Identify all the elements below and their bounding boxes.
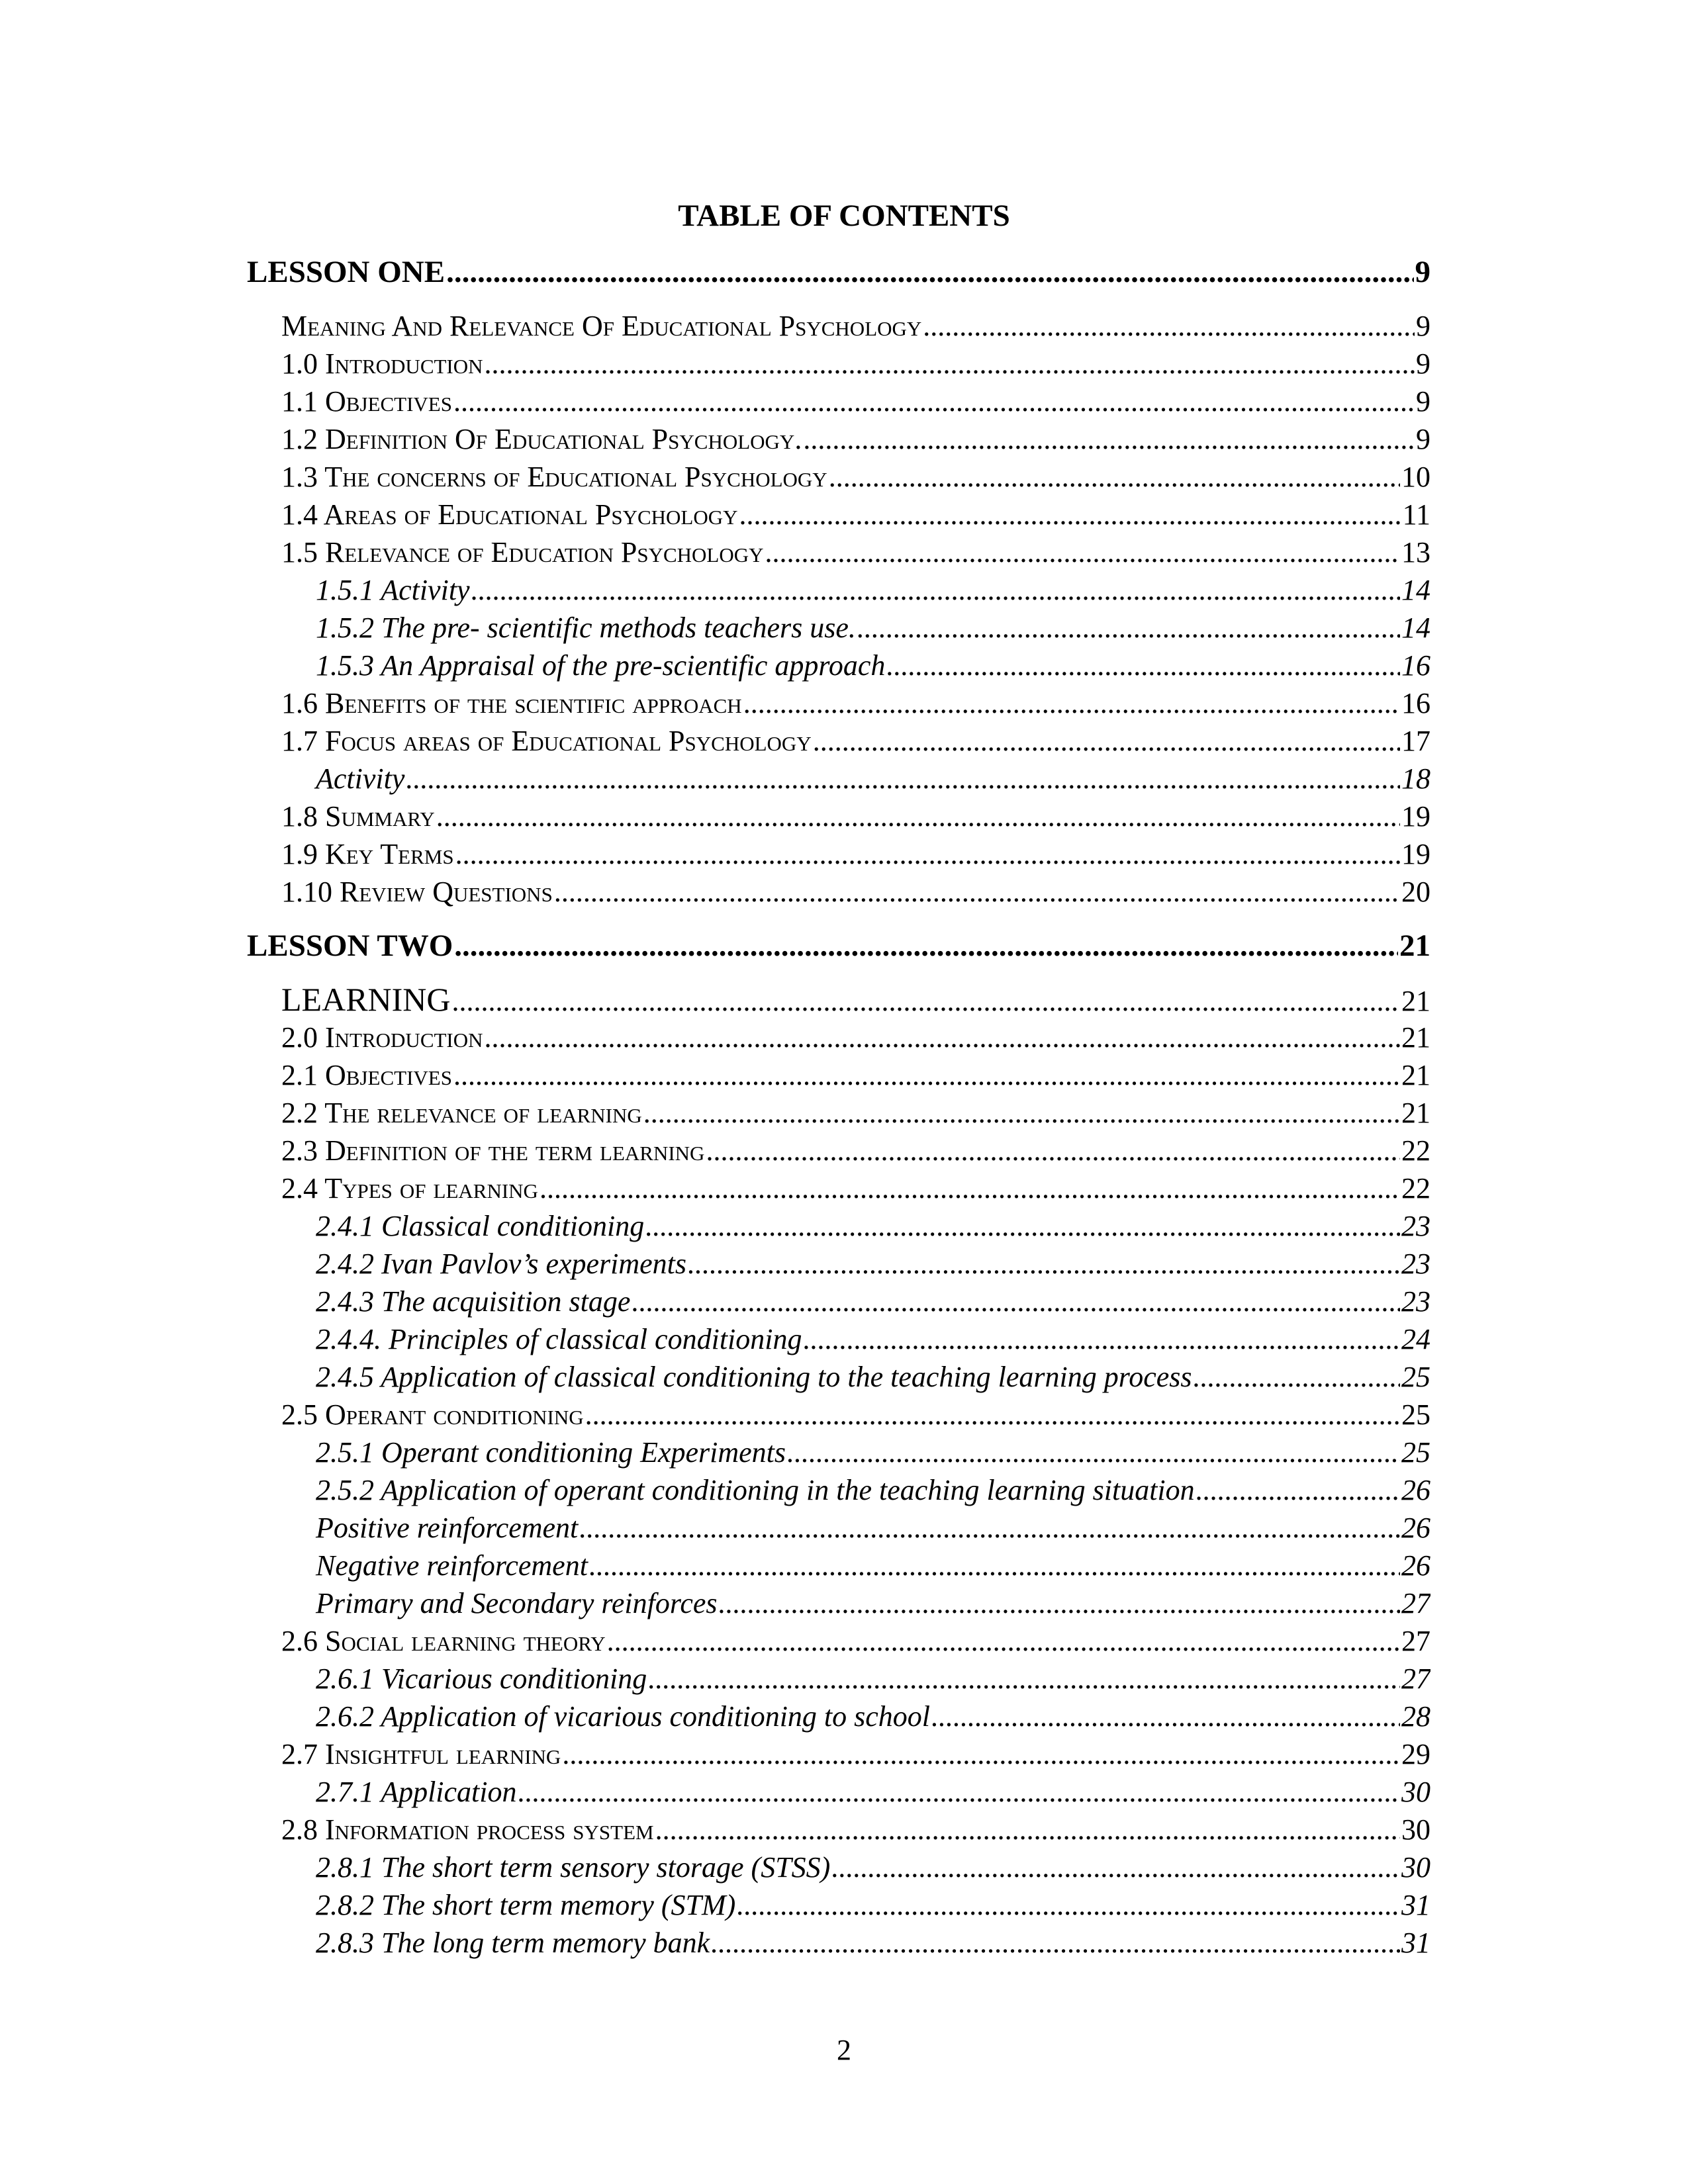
- toc-entry-2-7-1[interactable]: [247, 1773, 1430, 1811]
- toc-entry-2-4-5[interactable]: [247, 1358, 1430, 1396]
- toc-entry-page: 26: [1401, 1549, 1430, 1582]
- toc-entry-learning[interactable]: [247, 981, 1430, 1019]
- toc-entry-text: 2.4.5 Application of classical conditioning to the teaching learning process: [316, 1361, 1192, 1393]
- toc-entry-page: 14: [1401, 574, 1430, 606]
- toc-entry-text: 2.8.2 The short term memory (STM): [316, 1889, 736, 1921]
- dot-leader: [804, 1320, 1401, 1358]
- toc-entry-2-5-1[interactable]: [247, 1433, 1430, 1471]
- table-of-contents: [247, 251, 1430, 1962]
- toc-entry-page: 28: [1401, 1700, 1430, 1733]
- toc-entry-page: 30: [1401, 1776, 1430, 1808]
- dot-leader: [455, 835, 1400, 873]
- toc-entry-2-7[interactable]: [247, 1735, 1430, 1773]
- toc-entry-2-6-1[interactable]: [247, 1660, 1430, 1698]
- toc-entry-text: 1.5 Relevance of Education Psychology: [281, 536, 764, 569]
- toc-entry-page: 31: [1401, 1889, 1430, 1921]
- toc-entry-page: 19: [1401, 800, 1430, 833]
- dot-leader: [711, 1924, 1400, 1962]
- toc-entry-1-5-3[interactable]: [247, 647, 1430, 684]
- toc-entry-2-8-1[interactable]: [247, 1848, 1430, 1886]
- toc-entry-page: 21: [1401, 1097, 1430, 1129]
- dot-leader: [803, 420, 1415, 458]
- toc-entry-page: 11: [1402, 498, 1430, 531]
- toc-entry-page: 23: [1401, 1248, 1430, 1280]
- toc-entry-2-4-2[interactable]: [247, 1245, 1430, 1283]
- toc-entry-text: 1.7 Focus areas of Educational Psychology: [281, 725, 812, 757]
- toc-entry-1-5-1[interactable]: [247, 571, 1430, 609]
- dot-leader: [813, 722, 1400, 760]
- toc-entry-page: 30: [1401, 1851, 1430, 1884]
- toc-entry-2-8-3[interactable]: [247, 1924, 1430, 1962]
- toc-entry-negative-reinforcement[interactable]: [247, 1547, 1430, 1584]
- toc-entry-page: 27: [1401, 1587, 1430, 1619]
- toc-entry-page: 16: [1401, 687, 1430, 719]
- toc-entry-page: 24: [1401, 1323, 1430, 1355]
- toc-entry-1-2[interactable]: [247, 420, 1430, 458]
- toc-entry-text: Primary and Secondary reinforces: [316, 1587, 718, 1619]
- toc-entry-text: 2.4.1 Classical conditioning: [316, 1210, 645, 1242]
- toc-entry-page: 23: [1401, 1210, 1430, 1242]
- toc-entry-text: 1.9 Key Terms: [281, 838, 454, 870]
- dot-leader: [739, 496, 1401, 533]
- toc-entry-page: 22: [1401, 1172, 1430, 1205]
- dot-leader: [453, 1056, 1400, 1094]
- toc-entry-page: 21: [1401, 1059, 1430, 1091]
- toc-entry-text: 2.4 Types of learning: [281, 1172, 538, 1205]
- toc-entry-1-7[interactable]: [247, 722, 1430, 760]
- toc-entry-text: 2.4.3 The acquisition stage: [316, 1285, 631, 1318]
- toc-entry-page: 9: [1415, 255, 1430, 289]
- dot-leader: [743, 684, 1400, 722]
- dot-leader: [1194, 1358, 1400, 1396]
- toc-entry-1-6[interactable]: [247, 684, 1430, 722]
- toc-entry-page: 22: [1401, 1134, 1430, 1167]
- toc-entry-meaning[interactable]: [247, 307, 1430, 345]
- toc-entry-page: 27: [1401, 1662, 1430, 1695]
- toc-entry-text: 1.10 Review Questions: [281, 876, 553, 908]
- toc-entry-page: 9: [1416, 423, 1430, 455]
- toc-entry-2-6[interactable]: [247, 1622, 1430, 1660]
- dot-leader: [471, 571, 1400, 609]
- toc-entry-2-3[interactable]: [247, 1132, 1430, 1169]
- toc-entry-text: 2.2 The relevance of learning: [281, 1097, 642, 1129]
- dot-leader: [1196, 1471, 1400, 1509]
- dot-leader: [688, 1245, 1400, 1283]
- toc-entry-text: 1.2 Definition Of Educational Psychology.: [281, 423, 802, 455]
- dot-leader: [554, 873, 1400, 911]
- dot-leader: [923, 307, 1415, 345]
- dot-leader: [643, 1094, 1400, 1132]
- toc-entry-page: 9: [1416, 347, 1430, 380]
- toc-entry-page: 18: [1401, 762, 1430, 795]
- toc-entry-page: 17: [1401, 725, 1430, 757]
- toc-entry-1-1[interactable]: [247, 383, 1430, 420]
- toc-entry-text: 1.5.3 An Appraisal of the pre-scientific approach: [316, 649, 886, 682]
- dot-leader: [886, 647, 1400, 684]
- toc-entry-page: 25: [1401, 1436, 1430, 1469]
- dot-leader: [585, 1396, 1400, 1433]
- toc-entry-text: 1.6 Benefits of the scientific approach: [281, 687, 742, 719]
- toc-entry-text: 2.5.1 Operant conditioning Experiments: [316, 1436, 786, 1469]
- toc-entry-text: Activity: [316, 762, 405, 795]
- toc-entry-text: 2.6.2 Application of vicarious conditioning to school: [316, 1700, 931, 1733]
- toc-entry-2-1[interactable]: [247, 1056, 1430, 1094]
- toc-entry-text: 2.1 Objectives: [281, 1059, 452, 1091]
- toc-entry-text: 1.4 Areas of Educational Psychology: [281, 498, 738, 531]
- dot-leader: [632, 1283, 1400, 1320]
- toc-entry-2-4-3[interactable]: [247, 1283, 1430, 1320]
- toc-entry-text: LEARNING: [281, 981, 451, 1018]
- toc-entry-page: 9: [1416, 310, 1430, 342]
- toc-entry-text: 1.1 Objectives: [281, 385, 452, 418]
- toc-entry-text: LESSON TWO: [247, 929, 453, 963]
- toc-entry-text: 2.8.1 The short term sensory storage (STSS): [316, 1851, 831, 1884]
- toc-entry-page: 10: [1401, 461, 1430, 493]
- toc-entry-lesson-one[interactable]: [247, 251, 1430, 293]
- toc-entry-1-3[interactable]: [247, 458, 1430, 496]
- toc-entry-text: Positive reinforcement: [316, 1512, 579, 1544]
- toc-entry-2-8-2[interactable]: [247, 1886, 1430, 1924]
- toc-entry-text: 2.6.1 Vicarious conditioning: [316, 1662, 647, 1695]
- toc-entry-text: 1.5.1 Activity: [316, 574, 470, 606]
- toc-entry-text: 1.3 The concerns of Educational Psychology: [281, 461, 827, 493]
- toc-entry-page: 13: [1401, 536, 1430, 569]
- page-title: TABLE OF CONTENTS: [678, 199, 1010, 233]
- toc-entry-text: 1.8 Summary: [281, 800, 435, 833]
- toc-entry-page: 16: [1401, 649, 1430, 682]
- toc-entry-2-4-4[interactable]: [247, 1320, 1430, 1358]
- dot-leader: [562, 1735, 1400, 1773]
- dot-leader: [931, 1698, 1400, 1735]
- toc-entry-text: 2.3 Definition of the term learning: [281, 1134, 705, 1167]
- toc-entry-page: 26: [1401, 1512, 1430, 1544]
- toc-entry-2-4[interactable]: [247, 1169, 1430, 1207]
- dot-leader: [454, 925, 1398, 966]
- page-number: 2: [837, 2034, 851, 2066]
- toc-entry-page: 30: [1401, 1813, 1430, 1846]
- toc-entry-page: 31: [1401, 1927, 1430, 1959]
- dot-leader: [857, 609, 1400, 647]
- dot-leader: [589, 1547, 1400, 1584]
- toc-entry-text: 2.4.4. Principles of classical conditioning: [316, 1323, 802, 1355]
- toc-entry-lesson-two[interactable]: [247, 925, 1430, 966]
- dot-leader: [406, 760, 1400, 797]
- toc-entry-2-5[interactable]: [247, 1396, 1430, 1433]
- dot-leader: [655, 1811, 1400, 1848]
- toc-entry-2-0[interactable]: [247, 1019, 1430, 1056]
- toc-entry-text: LESSON ONE: [247, 255, 445, 289]
- toc-entry-page: 19: [1401, 838, 1430, 870]
- dot-leader: [787, 1433, 1400, 1471]
- toc-entry-2-2[interactable]: [247, 1094, 1430, 1132]
- toc-entry-text: 1.0 Introduction: [281, 347, 483, 380]
- toc-entry-1-5-2[interactable]: [247, 609, 1430, 647]
- toc-entry-page: 20: [1401, 876, 1430, 908]
- dot-leader: [719, 1584, 1400, 1622]
- dot-leader: [518, 1773, 1400, 1811]
- dot-leader: [645, 1207, 1400, 1245]
- toc-entry-text: 2.8.3 The long term memory bank: [316, 1927, 710, 1959]
- toc-entry-text: 2.5 Operant conditioning: [281, 1398, 584, 1431]
- dot-leader: [706, 1132, 1400, 1169]
- dot-leader: [485, 1019, 1400, 1056]
- toc-entry-page: 23: [1401, 1285, 1430, 1318]
- dot-leader: [539, 1169, 1400, 1207]
- toc-entry-page: 21: [1401, 985, 1430, 1017]
- toc-entry-2-8[interactable]: [247, 1811, 1430, 1848]
- toc-entry-text: 2.5.2 Application of operant conditioning in the teaching learning situation: [316, 1474, 1195, 1506]
- toc-entry-page: 21: [1399, 929, 1430, 963]
- toc-entry-text: 1.5.2 The pre- scientific methods teachers use.: [316, 612, 856, 644]
- toc-entry-1-4[interactable]: [247, 496, 1430, 533]
- dot-leader: [436, 797, 1400, 835]
- toc-entry-page: 25: [1401, 1398, 1430, 1431]
- dot-leader: [765, 533, 1400, 571]
- toc-entry-text: Meaning And Relevance Of Educational Psychology: [281, 310, 922, 342]
- toc-entry-text: 2.0 Introduction: [281, 1021, 483, 1054]
- dot-leader: [831, 1848, 1400, 1886]
- toc-entry-2-4-1[interactable]: [247, 1207, 1430, 1245]
- toc-entry-1-8[interactable]: [247, 797, 1430, 835]
- dot-leader: [737, 1886, 1400, 1924]
- dot-leader: [453, 383, 1415, 420]
- toc-entry-1-10[interactable]: [247, 873, 1430, 911]
- toc-entry-text: 2.7 Insightful learning: [281, 1738, 561, 1770]
- toc-entry-1-0[interactable]: [247, 345, 1430, 383]
- toc-entry-activity[interactable]: [247, 760, 1430, 797]
- toc-entry-page: 21: [1401, 1021, 1430, 1054]
- toc-entry-2-6-2[interactable]: [247, 1698, 1430, 1735]
- toc-entry-page: 14: [1401, 612, 1430, 644]
- dot-leader: [648, 1660, 1400, 1698]
- toc-entry-1-9[interactable]: [247, 835, 1430, 873]
- dot-leader: [485, 345, 1415, 383]
- toc-entry-page: 29: [1401, 1738, 1430, 1770]
- toc-entry-primary-secondary[interactable]: [247, 1584, 1430, 1622]
- dot-leader: [579, 1509, 1400, 1547]
- toc-entry-text: 2.7.1 Application: [316, 1776, 517, 1808]
- toc-entry-text: 2.6 Social learning theory: [281, 1625, 606, 1657]
- toc-entry-page: 25: [1401, 1361, 1430, 1393]
- toc-entry-2-5-2[interactable]: [247, 1471, 1430, 1509]
- dot-leader: [607, 1622, 1400, 1660]
- toc-entry-text: 2.8 Information process system: [281, 1813, 654, 1846]
- toc-entry-page: 9: [1416, 385, 1430, 418]
- toc-entry-1-5[interactable]: [247, 533, 1430, 571]
- toc-entry-page: 27: [1401, 1625, 1430, 1657]
- dot-leader: [452, 982, 1400, 1019]
- toc-entry-positive-reinforcement[interactable]: [247, 1509, 1430, 1547]
- toc-entry-page: 26: [1401, 1474, 1430, 1506]
- toc-entry-text: Negative reinforcement: [316, 1549, 588, 1582]
- dot-leader: [446, 251, 1413, 293]
- toc-entry-text: 2.4.2 Ivan Pavlov’s experiments: [316, 1248, 687, 1280]
- dot-leader: [829, 458, 1400, 496]
